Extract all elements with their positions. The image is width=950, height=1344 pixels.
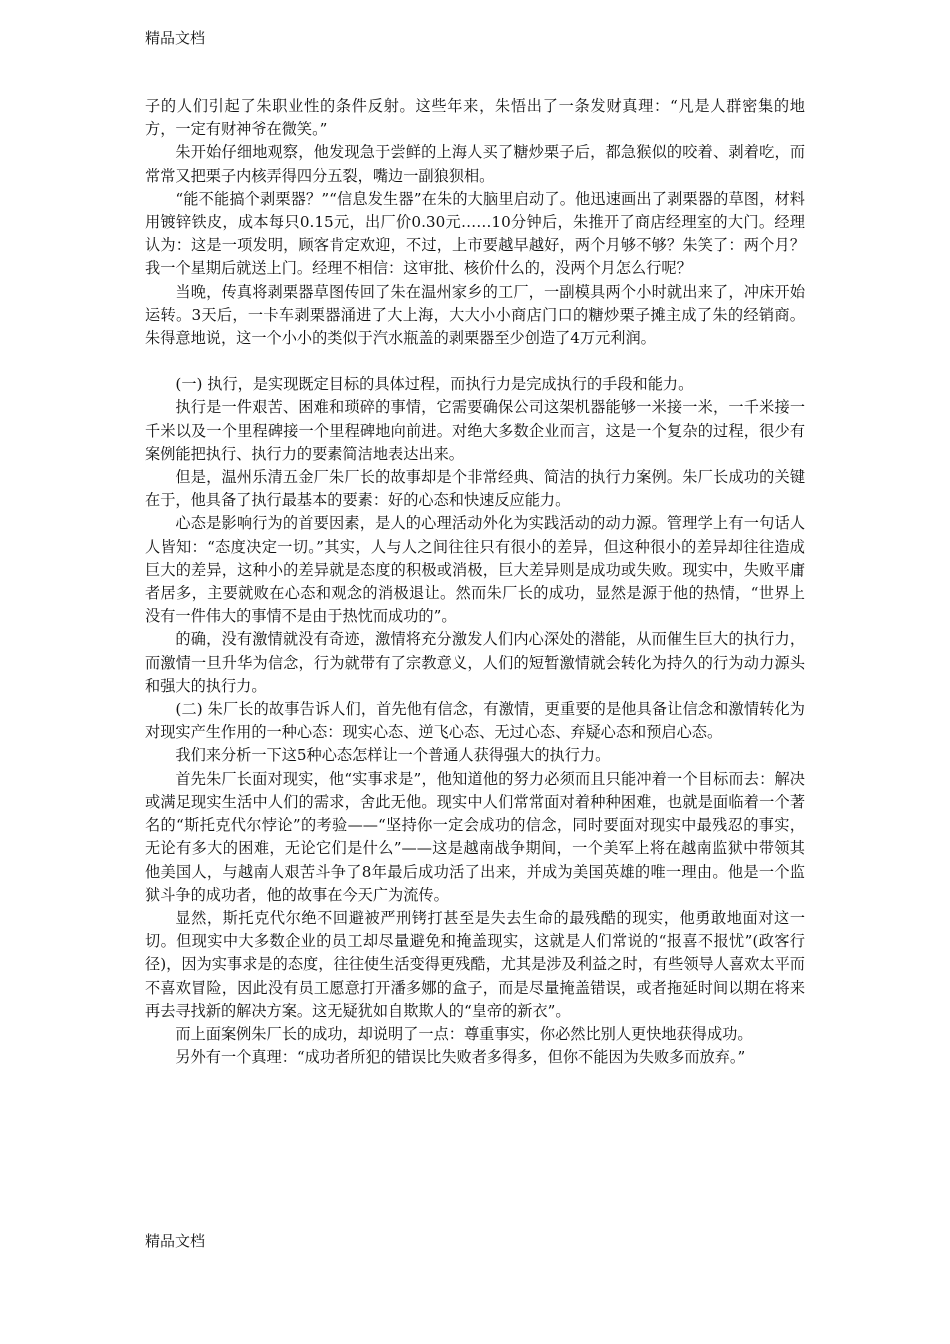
paragraph: “能不能搞个剥栗器？”“信息发生器”在朱的大脑里启动了。他迅速画出了剥栗器的草图，材料用镀锌铁皮，成本每只0.15元，出厂价0.30元……10分钟后，朱推开了商店经理室的大门。经理认为：这是一项发明，顾客肯定欢迎，不过，上市要越早越好，两个月够不够？朱笑了：两个月？我一个星期后就送上门。经理不相信：这审批、核价什么的，没两个月怎么行呢？ <box>145 189 805 278</box>
paragraph: 心态是影响行为的首要因素，是人的心理活动外化为实践活动的动力源。管理学上有一句话人人皆知：“态度决定一切。”其实，人与人之间往往只有很小的差异，但这种很小的差异却往往造成巨大的差异，这种小的差异就是态度的积极或消极，巨大差异则是成功或失败。现实中，失败平庸者居多，主要就败在心态和观念的消极退让。然而朱厂长的成功，显然是源于他的热情，“世界上没有一件伟大的事情不是由于热忱而成功的”。 <box>145 514 805 626</box>
page-header: 精品文档 <box>145 29 206 47</box>
paragraph: (一) 执行，是实现既定目标的具体过程，而执行力是完成执行的手段和能力。 <box>175 375 694 394</box>
document-body <box>145 95 805 1069</box>
paragraph-spacer <box>145 350 805 373</box>
paragraph: 朱开始仔细地观察，他发现急于尝鲜的上海人买了糖炒栗子后，都急猴似的咬着、剥着吃，而常常又把栗子内核弄得四分五裂，嘴边一副狼狈相。 <box>145 143 805 185</box>
paragraph: 首先朱厂长面对现实，他“实事求是”，他知道他的努力必须而且只能冲着一个目标而去：解决或满足现实生活中人们的需求，舍此无他。现实中人们常常面对着种种困难，也就是面临着一个著名的“斯托克代尔悖论”的考验——“坚持你一定会成功的信念，同时要面对现实中最残忍的事实，无论有多大的困难，无论它们是什么”——这是越南战争期间，一个美军上将在越南监狱中带领其他美国人，与越南人艰苦斗争了8年最后成功活了出来，并成为美国英雄的唯一理由。他是一个监狱斗争的成功者，他的故事在今天广为流传。 <box>145 769 805 904</box>
paragraph: 的确，没有激情就没有奇迹，激情将充分激发人们内心深处的潜能，从而催生巨大的执行力，而激情一旦升华为信念，行为就带有了宗教意义，人们的短暂激情就会转化为持久的行为动力源头和强大的执行力。 <box>145 630 805 695</box>
page-footer: 精品文档 <box>145 1232 206 1250</box>
paragraph: 但是，温州乐清五金厂朱厂长的故事却是个非常经典、简洁的执行力案例。朱厂长成功的关键在于，他具备了执行最基本的要素：好的心态和快速反应能力。 <box>145 468 805 510</box>
paragraph: 而上面案例朱厂长的成功，却说明了一点：尊重事实，你必然比别人更快地获得成功。 <box>175 1024 753 1043</box>
paragraph: 子的人们引起了朱职业性的条件反射。这些年来，朱悟出了一条发财真理：“凡是人群密集的地方，一定有财神爷在微笑。” <box>145 97 805 139</box>
paragraph: 执行是一件艰苦、困难和琐碎的事情，它需要确保公司这架机器能够一米接一米，一千米接一千米以及一个里程碑接一个里程碑地向前进。对绝大多数企业而言，这是一个复杂的过程，很少有案例能把执行、执行力的要素简洁地表达出来。 <box>145 398 805 463</box>
paragraph: 另外有一个真理：“成功者所犯的错误比失败者多得多，但你不能因为失败多而放弃。” <box>175 1048 746 1067</box>
paragraph: 当晚，传真将剥栗器草图传回了朱在温州家乡的工厂，一副模具两个小时就出来了，冲床开始运转。3天后，一卡车剥栗器涌进了大上海，大大小小商店门口的糖炒栗子摊主成了朱的经销商。朱得意地说，这一个小小的类似于汽水瓶盖的剥栗器至少创造了4万元利润。 <box>145 282 805 348</box>
paragraph: (二) 朱厂长的故事告诉人们，首先他有信念，有激情，更重要的是他具备让信念和激情转化为对现实产生作用的一种心态：现实心态、逆飞心态、无过心态、弃疑心态和预启心态。 <box>145 700 805 742</box>
paragraph: 我们来分析一下这5种心态怎样让一个普通人获得强大的执行力。 <box>175 746 611 765</box>
paragraph: 显然，斯托克代尔绝不回避被严刑铐打甚至是失去生命的最残酷的现实，他勇敢地面对这一切。但现实中大多数企业的员工却尽量避免和掩盖现实，这就是人们常说的“报喜不报忧”(政客行径)，因为实事求是的态度，往往使生活变得更残酷，尤其是涉及利益之时，有些领导人喜欢太平而不喜欢冒险，因此没有员工愿意打开潘多娜的盒子，而是尽量掩盖错误，或者拖延时间以期在将来再去寻找新的解决方案。这无疑犹如自欺欺人的“皇帝的新衣”。 <box>145 908 805 1020</box>
